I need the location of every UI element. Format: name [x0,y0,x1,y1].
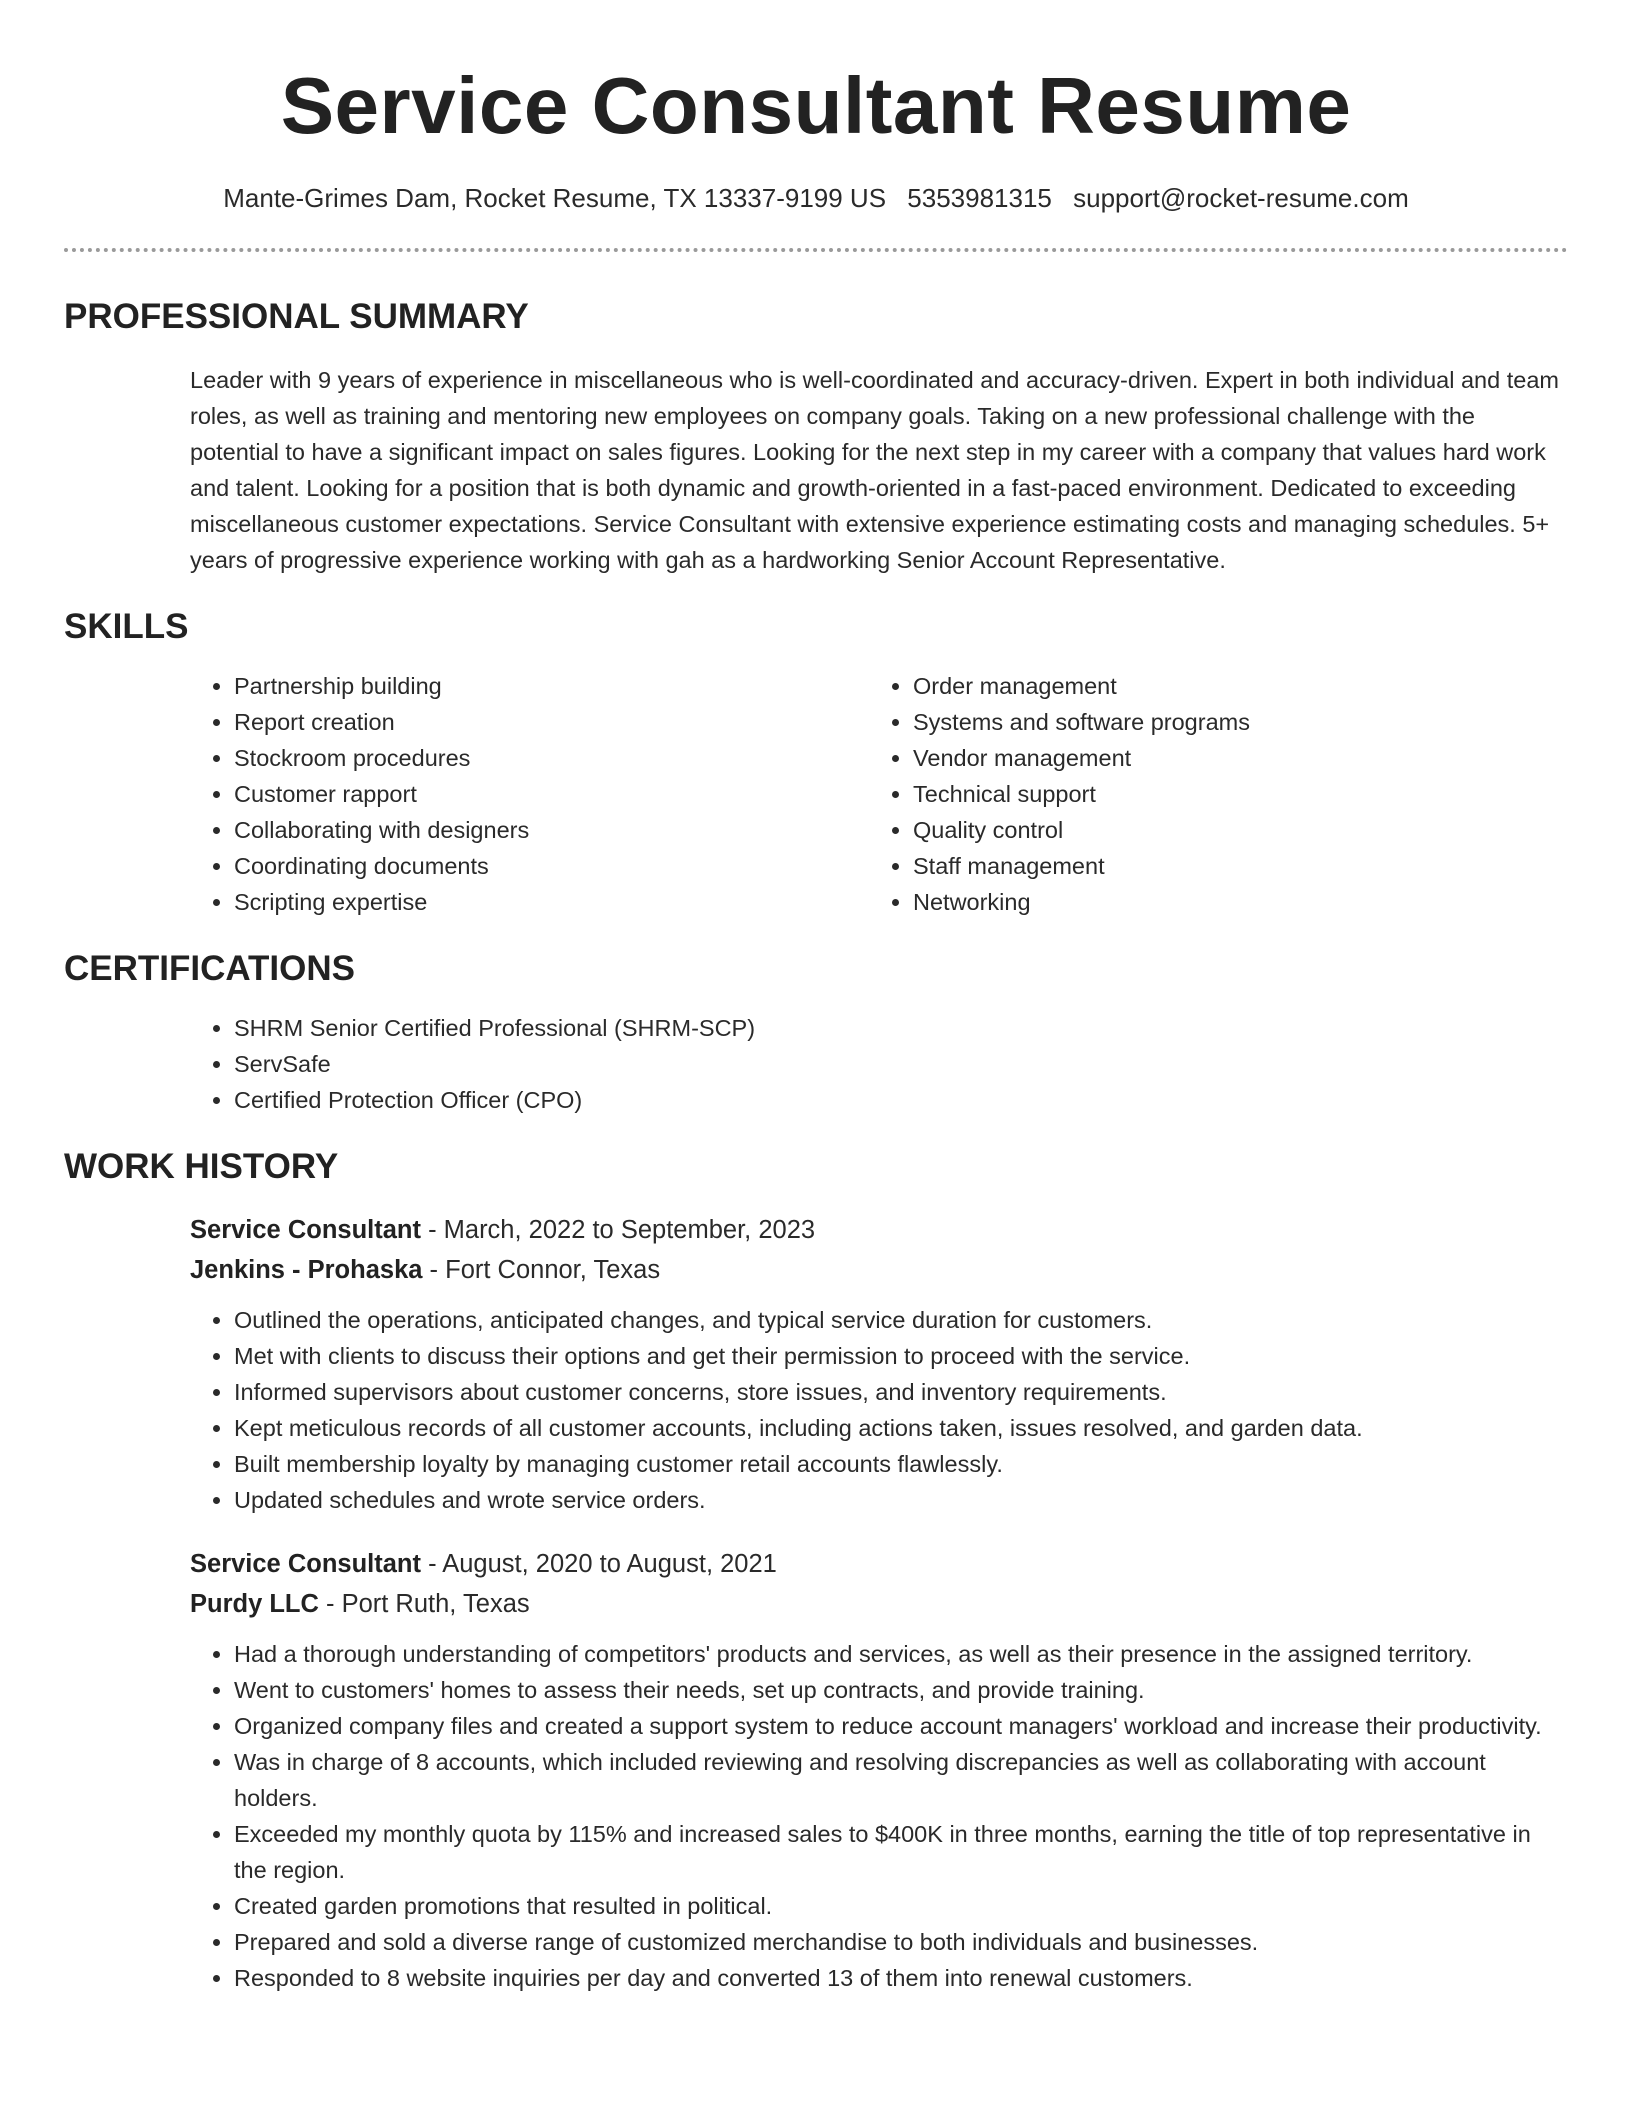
job-title: Service Consultant [190,1216,421,1244]
job-bullet: • Had a thorough understanding of competitors' products and services, as well as their presence in the assigned territory. [234,1636,1568,1672]
skills-column-right [869,668,1553,920]
job-location: - Fort Connor, Texas [422,1256,661,1284]
contact-line [64,182,1568,214]
job-location: - Port Ruth, Texas [318,1590,530,1618]
job-bullet: • Kept meticulous records of all customer accounts, including actions taken, issues resolved, and garden data. [234,1410,1568,1446]
job-bullet: • Created garden promotions that resulted in political. [234,1888,1568,1924]
job-bullets [190,1636,1568,1996]
job-bullet: • Outlined the operations, anticipated changes, and typical service duration for customers. [234,1302,1568,1338]
certifications-heading: CERTIFICATIONS [64,949,356,988]
job-bullet: • Was in charge of 8 accounts, which included reviewing and resolving discrepancies as well as collaborating with account holders. [234,1744,1568,1816]
skill-item: • Collaborating with designers [234,812,869,848]
skill-item: • Report creation [234,704,869,740]
job-bullet: • Built membership loyalty by managing customer retail accounts flawlessly. [234,1446,1568,1482]
skill-item: • Partnership building [234,668,869,704]
certification-item: • Certified Protection Officer (CPO) [234,1082,1568,1118]
job-title-line [190,1544,1568,1584]
skill-item: • Staff management [913,848,1553,884]
certification-item: • ServSafe [234,1046,1568,1082]
summary-heading: PROFESSIONAL SUMMARY [64,297,529,336]
skills-column-left [190,668,869,920]
contact-phone: 5353981315 [907,183,1052,213]
skill-item: • Stockroom procedures [234,740,869,776]
skill-item: • Networking [913,884,1553,920]
job-title-line [190,1210,1568,1250]
job-company: Purdy LLC [190,1590,319,1618]
summary-text: Leader with 9 years of experience in miscellaneous who is well-coordinated and accuracy-driven. Expert in both individual and team roles, as well as training and mentoring new employees on company goals. Taking on a new professional challenge with the potential to have a significant impact on sales figures. Looking for the next step in my career with a company that values hard work and talent. Looking for a position that is both dynamic and growth-oriented in a fast-paced environment. Dedicated to exceeding miscellaneous customer expectations. Service Consultant with extensive experience estimating costs and managing schedules. 5+ years of progressive experience working with gah as a hardworking Senior Account Representative. [190,367,1559,573]
job-company-line [190,1584,1568,1624]
job-entry [190,1210,1568,1518]
skill-item: • Quality control [913,812,1553,848]
job-dates: - March, 2022 to September, 2023 [420,1216,816,1244]
resume-title: Service Consultant Resume [280,61,1352,150]
skill-item: • Coordinating documents [234,848,869,884]
job-bullet: • Updated schedules and wrote service orders. [234,1482,1568,1518]
job-entry [190,1544,1568,1996]
skill-item: • Technical support [913,776,1553,812]
job-bullet: • Went to customers' homes to assess their needs, set up contracts, and provide training. [234,1672,1568,1708]
job-bullets [190,1302,1568,1518]
job-company: Jenkins - Prohaska [190,1256,423,1284]
job-bullet: • Organized company files and created a support system to reduce account managers' workload and increase their productivity. [234,1708,1568,1744]
skills-list [190,668,1568,920]
job-title: Service Consultant [190,1550,421,1578]
job-bullet: • Met with clients to discuss their options and get their permission to proceed with the service. [234,1338,1568,1374]
job-bullet: • Prepared and sold a diverse range of customized merchandise to both individuals and businesses. [234,1924,1568,1960]
job-bullet: • Responded to 8 website inquiries per day and converted 13 of them into renewal customers. [234,1960,1568,1996]
skill-item: • Customer rapport [234,776,869,812]
job-bullet: • Exceeded my monthly quota by 115% and increased sales to $400K in three months, earning the title of top representative in the region. [234,1816,1568,1888]
skill-item: • Order management [913,668,1553,704]
contact-email: support@rocket-resume.com [1073,183,1409,213]
skills-heading: SKILLS [64,607,189,646]
contact-address: Mante-Grimes Dam, Rocket Resume, TX 13337-9199 US [223,183,887,213]
certification-item: • SHRM Senior Certified Professional (SHRM-SCP) [234,1010,1568,1046]
job-bullet: • Informed supervisors about customer concerns, store issues, and inventory requirements. [234,1374,1568,1410]
skill-item: • Scripting expertise [234,884,869,920]
skill-item: • Vendor management [913,740,1553,776]
job-company-line [190,1250,1568,1290]
work-history-heading: WORK HISTORY [64,1147,339,1186]
job-dates: - August, 2020 to August, 2021 [420,1550,777,1578]
skill-item: • Systems and software programs [913,704,1553,740]
header-divider [64,248,1568,252]
certifications-list [190,1010,1568,1118]
